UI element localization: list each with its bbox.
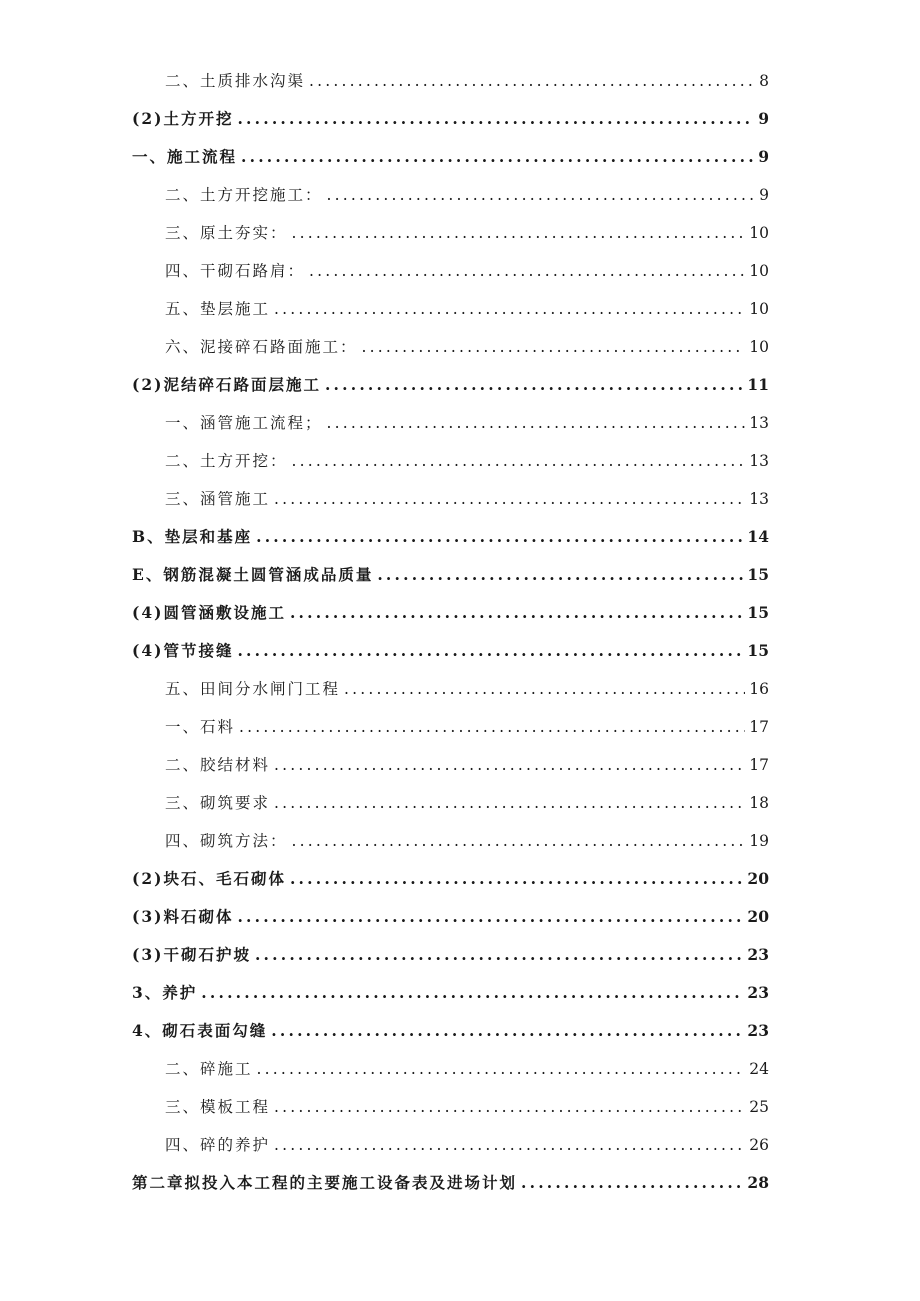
toc-entry-title: (3)干砌石护坡 bbox=[132, 945, 251, 964]
toc-entry-page-number: 10 bbox=[749, 300, 769, 318]
toc-entry-title: 五、田间分水闸门工程 bbox=[165, 680, 341, 698]
toc-entry-title: 二、土方开挖： bbox=[165, 452, 288, 470]
toc-dot-leader bbox=[274, 746, 745, 784]
toc-entry[interactable] bbox=[165, 252, 769, 290]
toc-dot-leader bbox=[377, 556, 743, 594]
toc-entry[interactable] bbox=[132, 100, 769, 138]
toc-entry-page-number: 28 bbox=[747, 1173, 769, 1192]
toc-entry[interactable] bbox=[132, 518, 769, 556]
toc-entry[interactable] bbox=[132, 860, 769, 898]
toc-entry[interactable] bbox=[165, 404, 769, 442]
toc-entry-title: 二、碎施工 bbox=[165, 1060, 253, 1078]
toc-entry-title: 三、涵管施工 bbox=[165, 490, 271, 508]
toc-entry-title: 一、石料 bbox=[165, 718, 236, 736]
toc-entry-page-number: 17 bbox=[749, 718, 769, 736]
toc-entry-title: 四、砌筑方法： bbox=[165, 832, 288, 850]
toc-entry-page-number: 10 bbox=[749, 338, 769, 356]
toc-entry-page-number: 18 bbox=[749, 794, 769, 812]
toc-entry[interactable] bbox=[165, 1088, 769, 1126]
toc-entry-title: (2)块石、毛石砌体 bbox=[132, 869, 286, 888]
toc-entry-page-number: 13 bbox=[749, 490, 769, 508]
toc-entry[interactable] bbox=[132, 594, 769, 632]
toc-entry-page-number: 10 bbox=[749, 262, 769, 280]
toc-entry-page-number: 26 bbox=[749, 1136, 769, 1154]
toc-entry-page-number: 23 bbox=[747, 983, 769, 1002]
toc-entry-title: 一、涵管施工流程； bbox=[165, 414, 323, 432]
toc-entry-title: 二、胶结材料 bbox=[165, 756, 271, 774]
toc-entry-title: 第二章拟投入本工程的主要施工设备表及进场计划 bbox=[132, 1173, 518, 1192]
toc-entry[interactable] bbox=[165, 670, 769, 708]
toc-entry[interactable] bbox=[165, 1050, 769, 1088]
toc-entry-page-number: 9 bbox=[759, 186, 769, 204]
toc-entry-page-number: 15 bbox=[747, 603, 769, 622]
toc-entry-page-number: 13 bbox=[749, 414, 769, 432]
toc-entry[interactable] bbox=[165, 708, 769, 746]
toc-entry[interactable] bbox=[165, 290, 769, 328]
toc-dot-leader bbox=[256, 518, 743, 556]
toc-dot-leader bbox=[237, 100, 754, 138]
toc-entry-page-number: 17 bbox=[749, 756, 769, 774]
toc-entry[interactable] bbox=[165, 480, 769, 518]
toc-entry-title: 五、垫层施工 bbox=[165, 300, 271, 318]
toc-dot-leader bbox=[362, 328, 746, 366]
toc-entry-page-number: 15 bbox=[747, 641, 769, 660]
toc-dot-leader bbox=[290, 860, 743, 898]
toc-dot-leader bbox=[271, 1012, 743, 1050]
toc-entry-page-number: 25 bbox=[749, 1098, 769, 1116]
toc-dot-leader bbox=[292, 214, 746, 252]
toc-entry[interactable] bbox=[165, 784, 769, 822]
toc-dot-leader bbox=[292, 822, 746, 860]
toc-entry[interactable] bbox=[165, 214, 769, 252]
toc-entry-page-number: 8 bbox=[759, 72, 769, 90]
toc-entry[interactable] bbox=[165, 62, 769, 100]
toc-entry-title: 三、模板工程 bbox=[165, 1098, 271, 1116]
table-of-contents bbox=[0, 62, 920, 1202]
toc-entry-page-number: 13 bbox=[749, 452, 769, 470]
toc-entry[interactable] bbox=[132, 974, 769, 1012]
toc-entry[interactable] bbox=[165, 176, 769, 214]
toc-entry[interactable] bbox=[132, 1012, 769, 1050]
toc-entry-page-number: 23 bbox=[747, 945, 769, 964]
toc-entry[interactable] bbox=[132, 138, 769, 176]
toc-entry-page-number: 11 bbox=[747, 375, 769, 394]
toc-entry-page-number: 20 bbox=[747, 869, 769, 888]
toc-entry-page-number: 24 bbox=[749, 1060, 769, 1078]
toc-entry[interactable] bbox=[165, 746, 769, 784]
toc-entry-title: (4)管节接缝 bbox=[132, 641, 234, 660]
toc-dot-leader bbox=[274, 480, 745, 518]
toc-dot-leader bbox=[237, 898, 743, 936]
toc-entry[interactable] bbox=[132, 556, 769, 594]
toc-dot-leader bbox=[241, 138, 754, 176]
toc-entry[interactable] bbox=[165, 442, 769, 480]
toc-dot-leader bbox=[257, 1050, 746, 1088]
toc-entry-page-number: 20 bbox=[747, 907, 769, 926]
toc-dot-leader bbox=[327, 176, 756, 214]
toc-entry-page-number: 23 bbox=[747, 1021, 769, 1040]
toc-dot-leader bbox=[292, 442, 746, 480]
toc-dot-leader bbox=[521, 1164, 743, 1202]
toc-entry[interactable] bbox=[132, 936, 769, 974]
toc-dot-leader bbox=[274, 290, 745, 328]
toc-entry-page-number: 15 bbox=[747, 565, 769, 584]
toc-dot-leader bbox=[274, 1126, 745, 1164]
toc-entry[interactable] bbox=[132, 1164, 769, 1202]
toc-entry-title: 三、原土夯实： bbox=[165, 224, 288, 242]
toc-dot-leader bbox=[239, 708, 745, 746]
toc-dot-leader bbox=[309, 252, 745, 290]
toc-entry[interactable] bbox=[132, 632, 769, 670]
toc-dot-leader bbox=[344, 670, 745, 708]
toc-entry[interactable] bbox=[132, 366, 769, 404]
toc-entry[interactable] bbox=[132, 898, 769, 936]
toc-entry-page-number: 9 bbox=[758, 109, 769, 128]
toc-entry[interactable] bbox=[165, 1126, 769, 1164]
toc-entry-title: 4、砌石表面勾缝 bbox=[132, 1021, 268, 1040]
toc-entry-title: 二、土方开挖施工： bbox=[165, 186, 323, 204]
toc-entry-title: E、钢筋混凝土圆管涵成品质量 bbox=[132, 565, 374, 584]
toc-entry-page-number: 16 bbox=[749, 680, 769, 698]
toc-entry-title: (3)料石砌体 bbox=[132, 907, 234, 926]
toc-dot-leader bbox=[201, 974, 743, 1012]
toc-entry-page-number: 14 bbox=[747, 527, 769, 546]
toc-entry-title: (2)泥结碎石路面层施工 bbox=[132, 375, 321, 394]
toc-entry-title: 一、施工流程 bbox=[132, 147, 238, 166]
toc-dot-leader bbox=[325, 366, 743, 404]
toc-dot-leader bbox=[309, 62, 755, 100]
toc-dot-leader bbox=[237, 632, 743, 670]
toc-entry[interactable] bbox=[165, 328, 769, 366]
toc-entry[interactable] bbox=[165, 822, 769, 860]
toc-entry-page-number: 9 bbox=[758, 147, 769, 166]
toc-entry-page-number: 10 bbox=[749, 224, 769, 242]
toc-entry-title: 四、碎的养护 bbox=[165, 1136, 271, 1154]
toc-dot-leader bbox=[255, 936, 743, 974]
toc-entry-title: 3、养护 bbox=[132, 983, 198, 1002]
toc-dot-leader bbox=[274, 784, 745, 822]
toc-dot-leader bbox=[327, 404, 746, 442]
toc-entry-title: 四、干砌石路肩： bbox=[165, 262, 306, 280]
toc-entry-page-number: 19 bbox=[749, 832, 769, 850]
toc-entry-title: 六、泥接碎石路面施工： bbox=[165, 338, 358, 356]
toc-entry-title: (2)土方开挖 bbox=[132, 109, 234, 128]
toc-entry-title: 二、土质排水沟渠 bbox=[165, 72, 306, 90]
toc-dot-leader bbox=[290, 594, 743, 632]
toc-entry-title: B、垫层和基座 bbox=[132, 527, 253, 546]
toc-entry-title: (4)圆管涵敷设施工 bbox=[132, 603, 286, 622]
toc-entry-title: 三、砌筑要求 bbox=[165, 794, 271, 812]
toc-dot-leader bbox=[274, 1088, 745, 1126]
